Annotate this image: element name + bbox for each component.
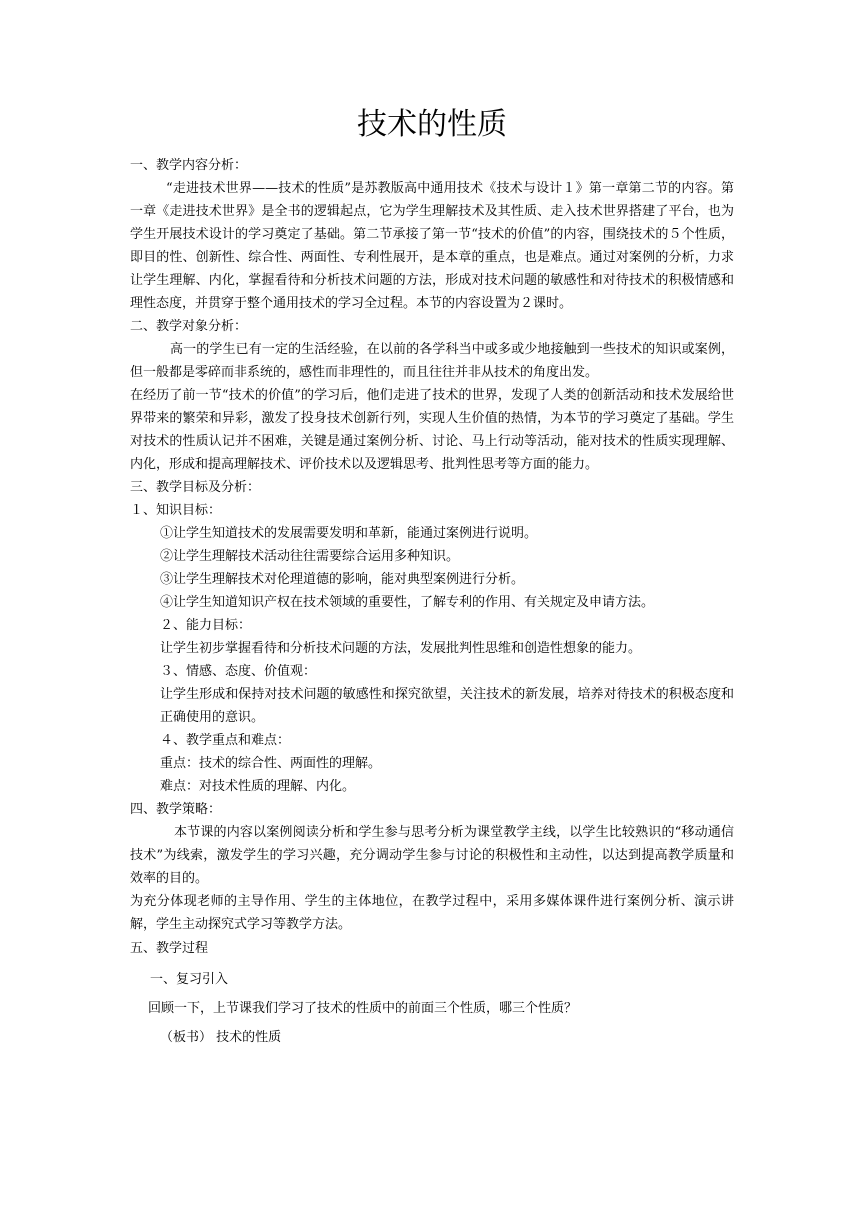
keypoints-heading: ４、教学重点和难点：: [160, 733, 291, 748]
knowledge-objective-item-3: ③让学生理解技术对伦理道德的影响，能对典型案例进行分析。: [160, 572, 525, 587]
knowledge-objective-item-4: ④让学生知道知识产权在技术领域的重要性，了解专利的作用、有关规定及申请方法。: [160, 595, 655, 610]
strategy-paragraph-2: 为充分体现老师的主导作用、学生的主体地位，在教学过程中，采用多媒体课件进行案例分析、演示讲解，学生主动探究式学习等教学方法。: [130, 894, 734, 932]
section-heading-strategy: 四、教学策略：: [130, 802, 222, 817]
difficult-point-text: 难点：对技术性质的理解、内化。: [160, 779, 356, 794]
section-heading-objectives: 三、教学目标及分析：: [130, 480, 261, 495]
process-step-1: 一、复习引入: [150, 972, 229, 987]
knowledge-objectives-heading: １、知识目标：: [130, 503, 222, 518]
ability-objectives-text: 让学生初步掌握看待和分析技术问题的方法，发展批判性思维和创造性想象的能力。: [160, 641, 642, 656]
ability-objectives-heading: ２、能力目标：: [160, 618, 252, 633]
section-heading-process: 五、教学过程: [130, 941, 209, 956]
object-analysis-paragraph-1: 高一的学生已有一定的生活经验，在以前的各学科当中或多或少地接触到一些技术的知识或案例，但一般都是零碎而非系统的，感性而非理性的，而且往往并非从技术的角度出发。: [130, 342, 734, 380]
document-page: [130, 96, 734, 1052]
knowledge-objective-item-2: ②让学生理解技术活动往往需要综合运用多种知识。: [160, 549, 460, 564]
object-analysis-paragraph-2: 在经历了前一节“技术的价值”的学习后，他们走进了技术的世界，发现了人类的创新活动和技术发展给世界带来的繁荣和异彩，激发了投身技术创新行列，实现人生价值的热情，为本节的学习奠定了基础。学生对技术的性质认记并不困难，关键是通过案例分析、讨论、马上行动等活动，能对技术的性质实现理解、内化，形成和提高理解技术、评价技术以及逻辑思考、批判性思考等方面的能力。: [130, 388, 734, 472]
section-heading-content-analysis: 一、教学内容分析：: [130, 158, 248, 173]
key-point-text: 重点：技术的综合性、两面性的理解。: [160, 756, 382, 771]
emotion-objectives-text: 让学生形成和保持对技术问题的敏感性和探究欲望，关注技术的新发展，培养对待技术的积极态度和正确使用的意识。: [160, 687, 734, 725]
emotion-objectives-heading: ３、情感、态度、价值观：: [160, 664, 317, 679]
strategy-paragraph-1: 本节课的内容以案例阅读分析和学生参与思考分析为课堂教学主线，以学生比较熟识的“移动通信技术”为线索，激发学生的学习兴趣，充分调动学生参与讨论的积极性和主动性，以达到提高教学质量和效率的目的。: [130, 825, 734, 886]
knowledge-objective-item-1: ①让学生知道技术的发展需要发明和革新，能通过案例进行说明。: [160, 526, 538, 541]
content-analysis-paragraph: “走进技术世界——技术的性质”是苏教版高中通用技术《技术与设计１》第一章第二节的内容。第一章《走进技术世界》是全书的逻辑起点，它为学生理解技术及其性质、走入技术世界搭建了平台，也为学生开展技术设计的学习奠定了基础。第二节承接了第一节“技术的价值”的内容，围绕技术的５个性质，即目的性、创新性、综合性、两面性、专利性展开，是本章的重点，也是难点。通过对案例的分析，力求让学生理解、内化，掌握看待和分析技术问题的方法，形成对技术问题的敏感性和对待技术的积极情感和理性态度，并贯穿于整个通用技术的学习全过程。本节的内容设置为２课时。: [130, 181, 734, 311]
process-review-question: 回顾一下，上节课我们学习了技术的性质中的前面三个性质，哪三个性质？: [148, 1001, 578, 1016]
document-title: 技术的性质: [357, 107, 507, 142]
process-board-note: （板书） 技术的性质: [160, 1030, 282, 1045]
section-heading-object-analysis: 二、教学对象分析：: [130, 319, 248, 334]
